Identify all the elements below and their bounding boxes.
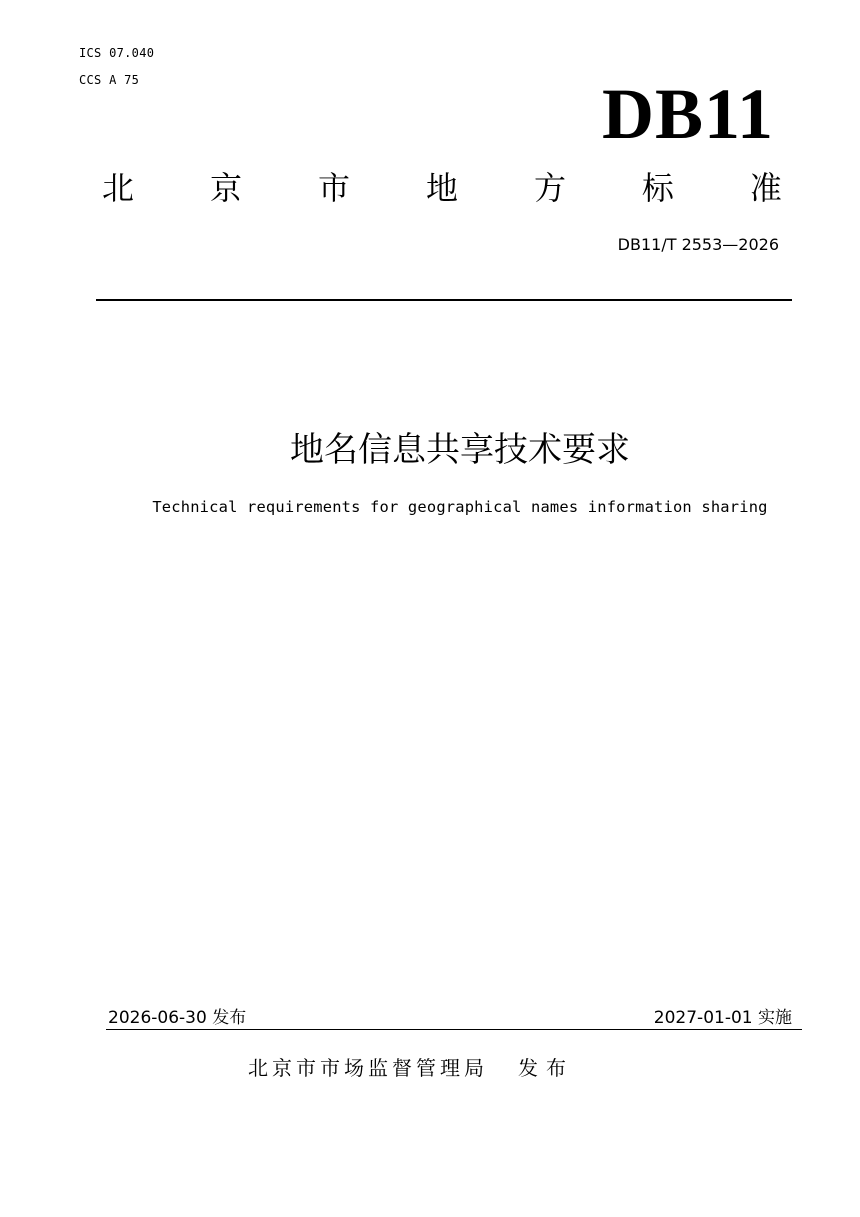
standard-title-char: 市 xyxy=(317,169,350,207)
bottom-divider xyxy=(106,1029,802,1030)
ccs-code: CCS A 75 xyxy=(79,73,140,87)
standard-title-char: 标 xyxy=(641,169,674,207)
standard-title-char: 地 xyxy=(425,169,458,207)
standard-title-char: 准 xyxy=(749,169,782,207)
document-title-english: Technical requirements for geographical names information sharing xyxy=(152,498,768,516)
top-divider xyxy=(96,299,792,301)
standard-category-title xyxy=(102,166,782,210)
standard-title-char: 京 xyxy=(209,169,242,207)
implement-date: 2027-01-01 实施 xyxy=(653,1008,792,1028)
publisher-line xyxy=(248,1054,574,1082)
db-logo: DB11 xyxy=(601,74,774,154)
ics-code: ICS 07.040 xyxy=(79,46,155,60)
publish-date: 2026-06-30 发布 xyxy=(108,1008,247,1028)
publish-label: 发布 xyxy=(518,1056,574,1080)
standard-number: DB11/T 2553—2026 xyxy=(617,235,779,254)
standard-title-char: 方 xyxy=(533,169,566,207)
publisher-name: 北京市市场监督管理局 xyxy=(248,1056,488,1080)
document-title-chinese: 地名信息共享技术要求 xyxy=(290,430,630,470)
standard-title-char: 北 xyxy=(102,169,135,207)
